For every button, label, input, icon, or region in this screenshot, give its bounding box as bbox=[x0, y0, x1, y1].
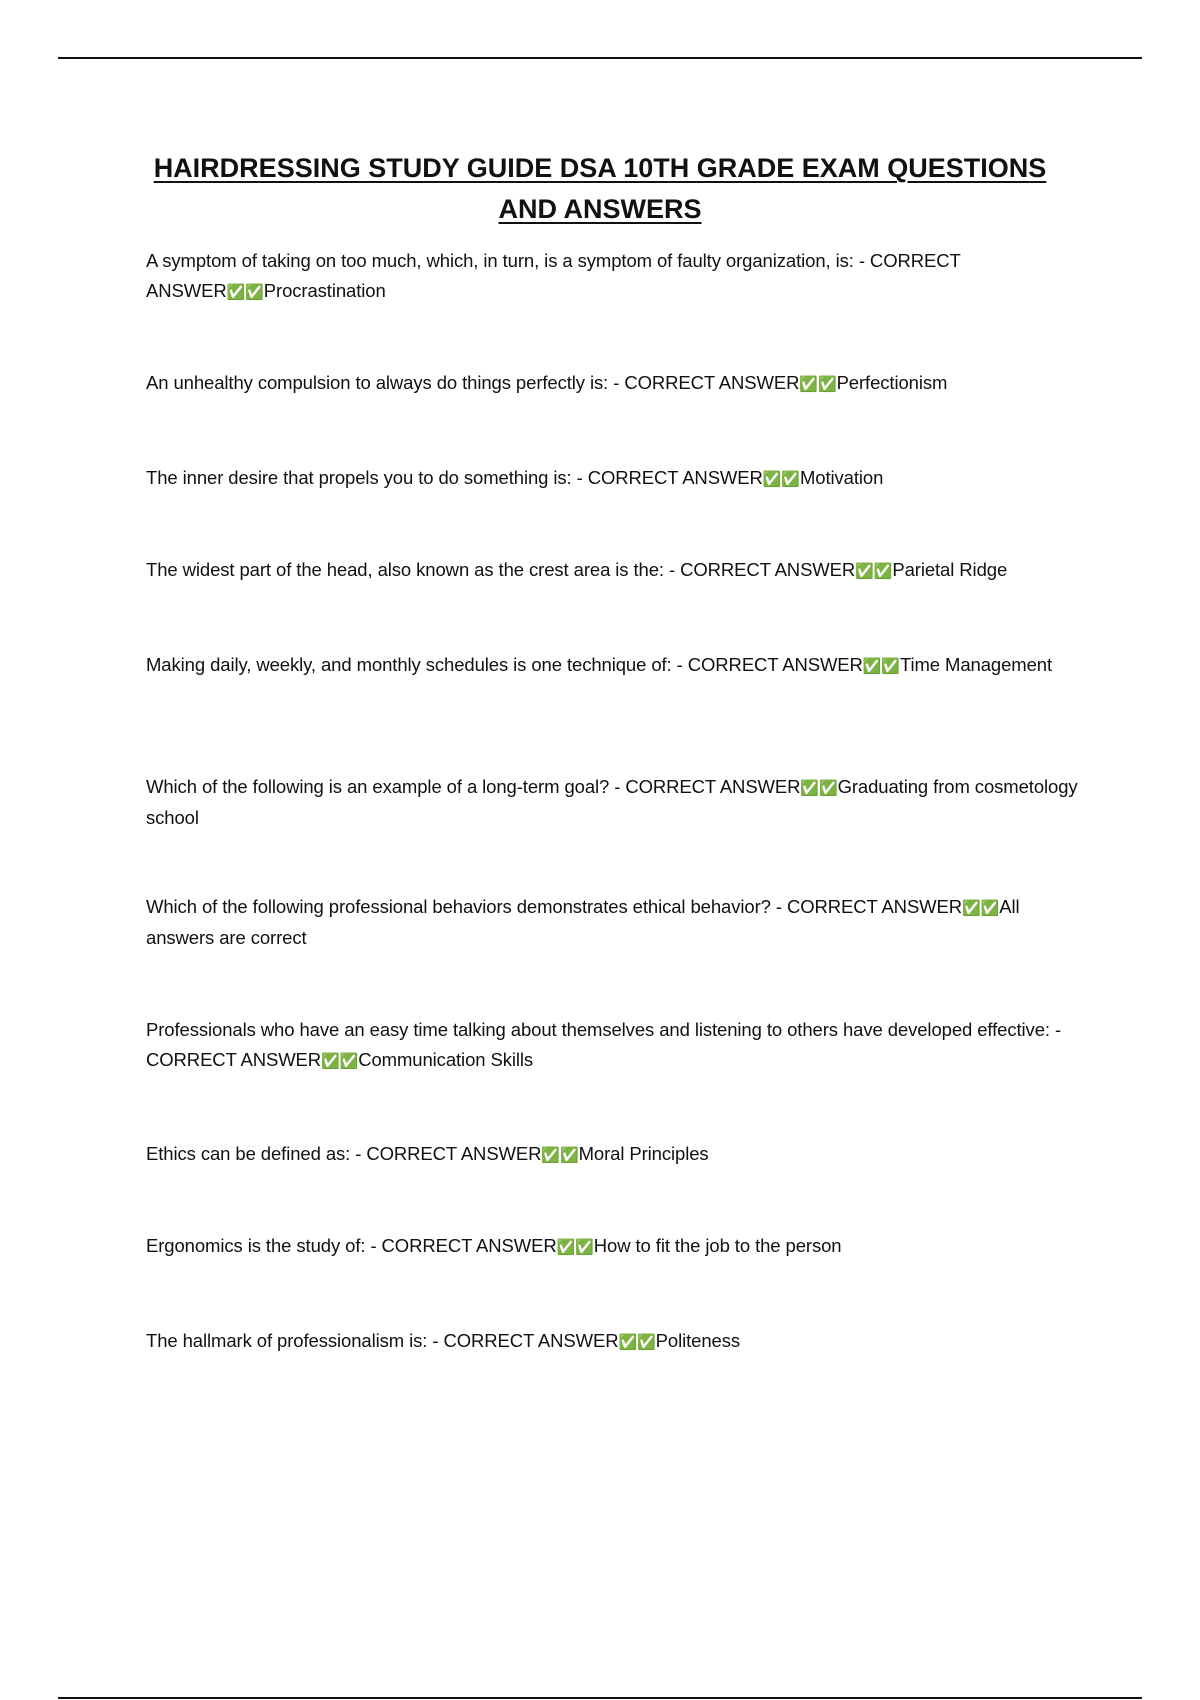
correct-answer-label: - CORRECT ANSWER bbox=[663, 559, 856, 580]
answer-text: Graduating from cosmetology school bbox=[146, 776, 1078, 828]
double-check-icon: ✅✅ bbox=[862, 657, 900, 675]
answer-text: Communication Skills bbox=[358, 1049, 534, 1070]
correct-answer-label: - CORRECT ANSWER bbox=[427, 1330, 619, 1351]
answer-text: Moral Principles bbox=[578, 1143, 709, 1164]
top-rule bbox=[58, 57, 1142, 59]
qa-item bbox=[146, 650, 1086, 681]
correct-answer-label: - CORRECT ANSWER bbox=[350, 1143, 542, 1164]
correct-answer-label: - CORRECT ANSWER bbox=[671, 654, 863, 675]
qa-item bbox=[146, 1139, 1086, 1170]
double-check-icon: ✅✅ bbox=[799, 375, 837, 393]
double-check-icon: ✅✅ bbox=[618, 1333, 656, 1351]
answer-text: Time Management bbox=[899, 654, 1053, 675]
qa-item bbox=[146, 1231, 1086, 1262]
double-check-icon: ✅✅ bbox=[556, 1238, 594, 1256]
qa-item bbox=[146, 1015, 1086, 1076]
answer-text: Politeness bbox=[655, 1330, 741, 1351]
double-check-icon: ✅✅ bbox=[541, 1146, 579, 1164]
question-text: Which of the following is an example of a long-term goal? bbox=[146, 776, 610, 797]
qa-item bbox=[146, 892, 1086, 953]
double-check-icon: ✅✅ bbox=[762, 470, 800, 488]
correct-answer-label: - CORRECT ANSWER bbox=[609, 776, 801, 797]
double-check-icon: ✅✅ bbox=[800, 779, 838, 797]
document-title: HAIRDRESSING STUDY GUIDE DSA 10TH GRADE EXAM QUESTIONS AND ANSWERS bbox=[153, 153, 1047, 224]
question-text: The inner desire that propels you to do something is: bbox=[146, 467, 572, 488]
correct-answer-label: - CORRECT ANSWER bbox=[608, 372, 800, 393]
question-text: Ergonomics is the study of: bbox=[146, 1235, 366, 1256]
question-text: The widest part of the head, also known as the crest area is the: bbox=[146, 559, 664, 580]
question-text: The hallmark of professionalism is: bbox=[146, 1330, 428, 1351]
question-text: A symptom of taking on too much, which, in turn, is a symptom of faulty organization, is: bbox=[146, 250, 854, 271]
qa-item bbox=[146, 463, 1086, 494]
qa-item bbox=[146, 368, 1086, 399]
qa-item bbox=[146, 1326, 1086, 1357]
qa-item bbox=[146, 555, 1086, 586]
bottom-rule bbox=[58, 1697, 1142, 1699]
answer-text: Perfectionism bbox=[836, 372, 948, 393]
question-text: Professionals who have an easy time talking about themselves and listening to others have developed effective: bbox=[146, 1019, 1050, 1040]
correct-answer-label: - CORRECT ANSWER bbox=[146, 250, 961, 301]
double-check-icon: ✅✅ bbox=[962, 899, 1000, 917]
correct-answer-label: - CORRECT ANSWER bbox=[146, 1019, 1062, 1070]
qa-item bbox=[146, 772, 1086, 833]
question-text: Ethics can be defined as: bbox=[146, 1143, 351, 1164]
double-check-icon: ✅✅ bbox=[226, 283, 264, 301]
question-text: Which of the following professional behaviors demonstrates ethical behavior? bbox=[146, 896, 771, 917]
qa-item bbox=[146, 246, 1086, 307]
question-text: An unhealthy compulsion to always do things perfectly is: bbox=[146, 372, 609, 393]
double-check-icon: ✅✅ bbox=[321, 1052, 359, 1070]
answer-text: Parietal Ridge bbox=[892, 559, 1008, 580]
answer-text: How to fit the job to the person bbox=[593, 1235, 842, 1256]
answer-text: Procrastination bbox=[263, 280, 386, 301]
correct-answer-label: - CORRECT ANSWER bbox=[571, 467, 763, 488]
answer-text: All answers are correct bbox=[146, 896, 1020, 948]
question-text: Making daily, weekly, and monthly schedules is one technique of: bbox=[146, 654, 672, 675]
correct-answer-label: - CORRECT ANSWER bbox=[365, 1235, 557, 1256]
answer-text: Motivation bbox=[799, 467, 884, 488]
double-check-icon: ✅✅ bbox=[855, 562, 893, 580]
correct-answer-label: - CORRECT ANSWER bbox=[770, 896, 963, 917]
